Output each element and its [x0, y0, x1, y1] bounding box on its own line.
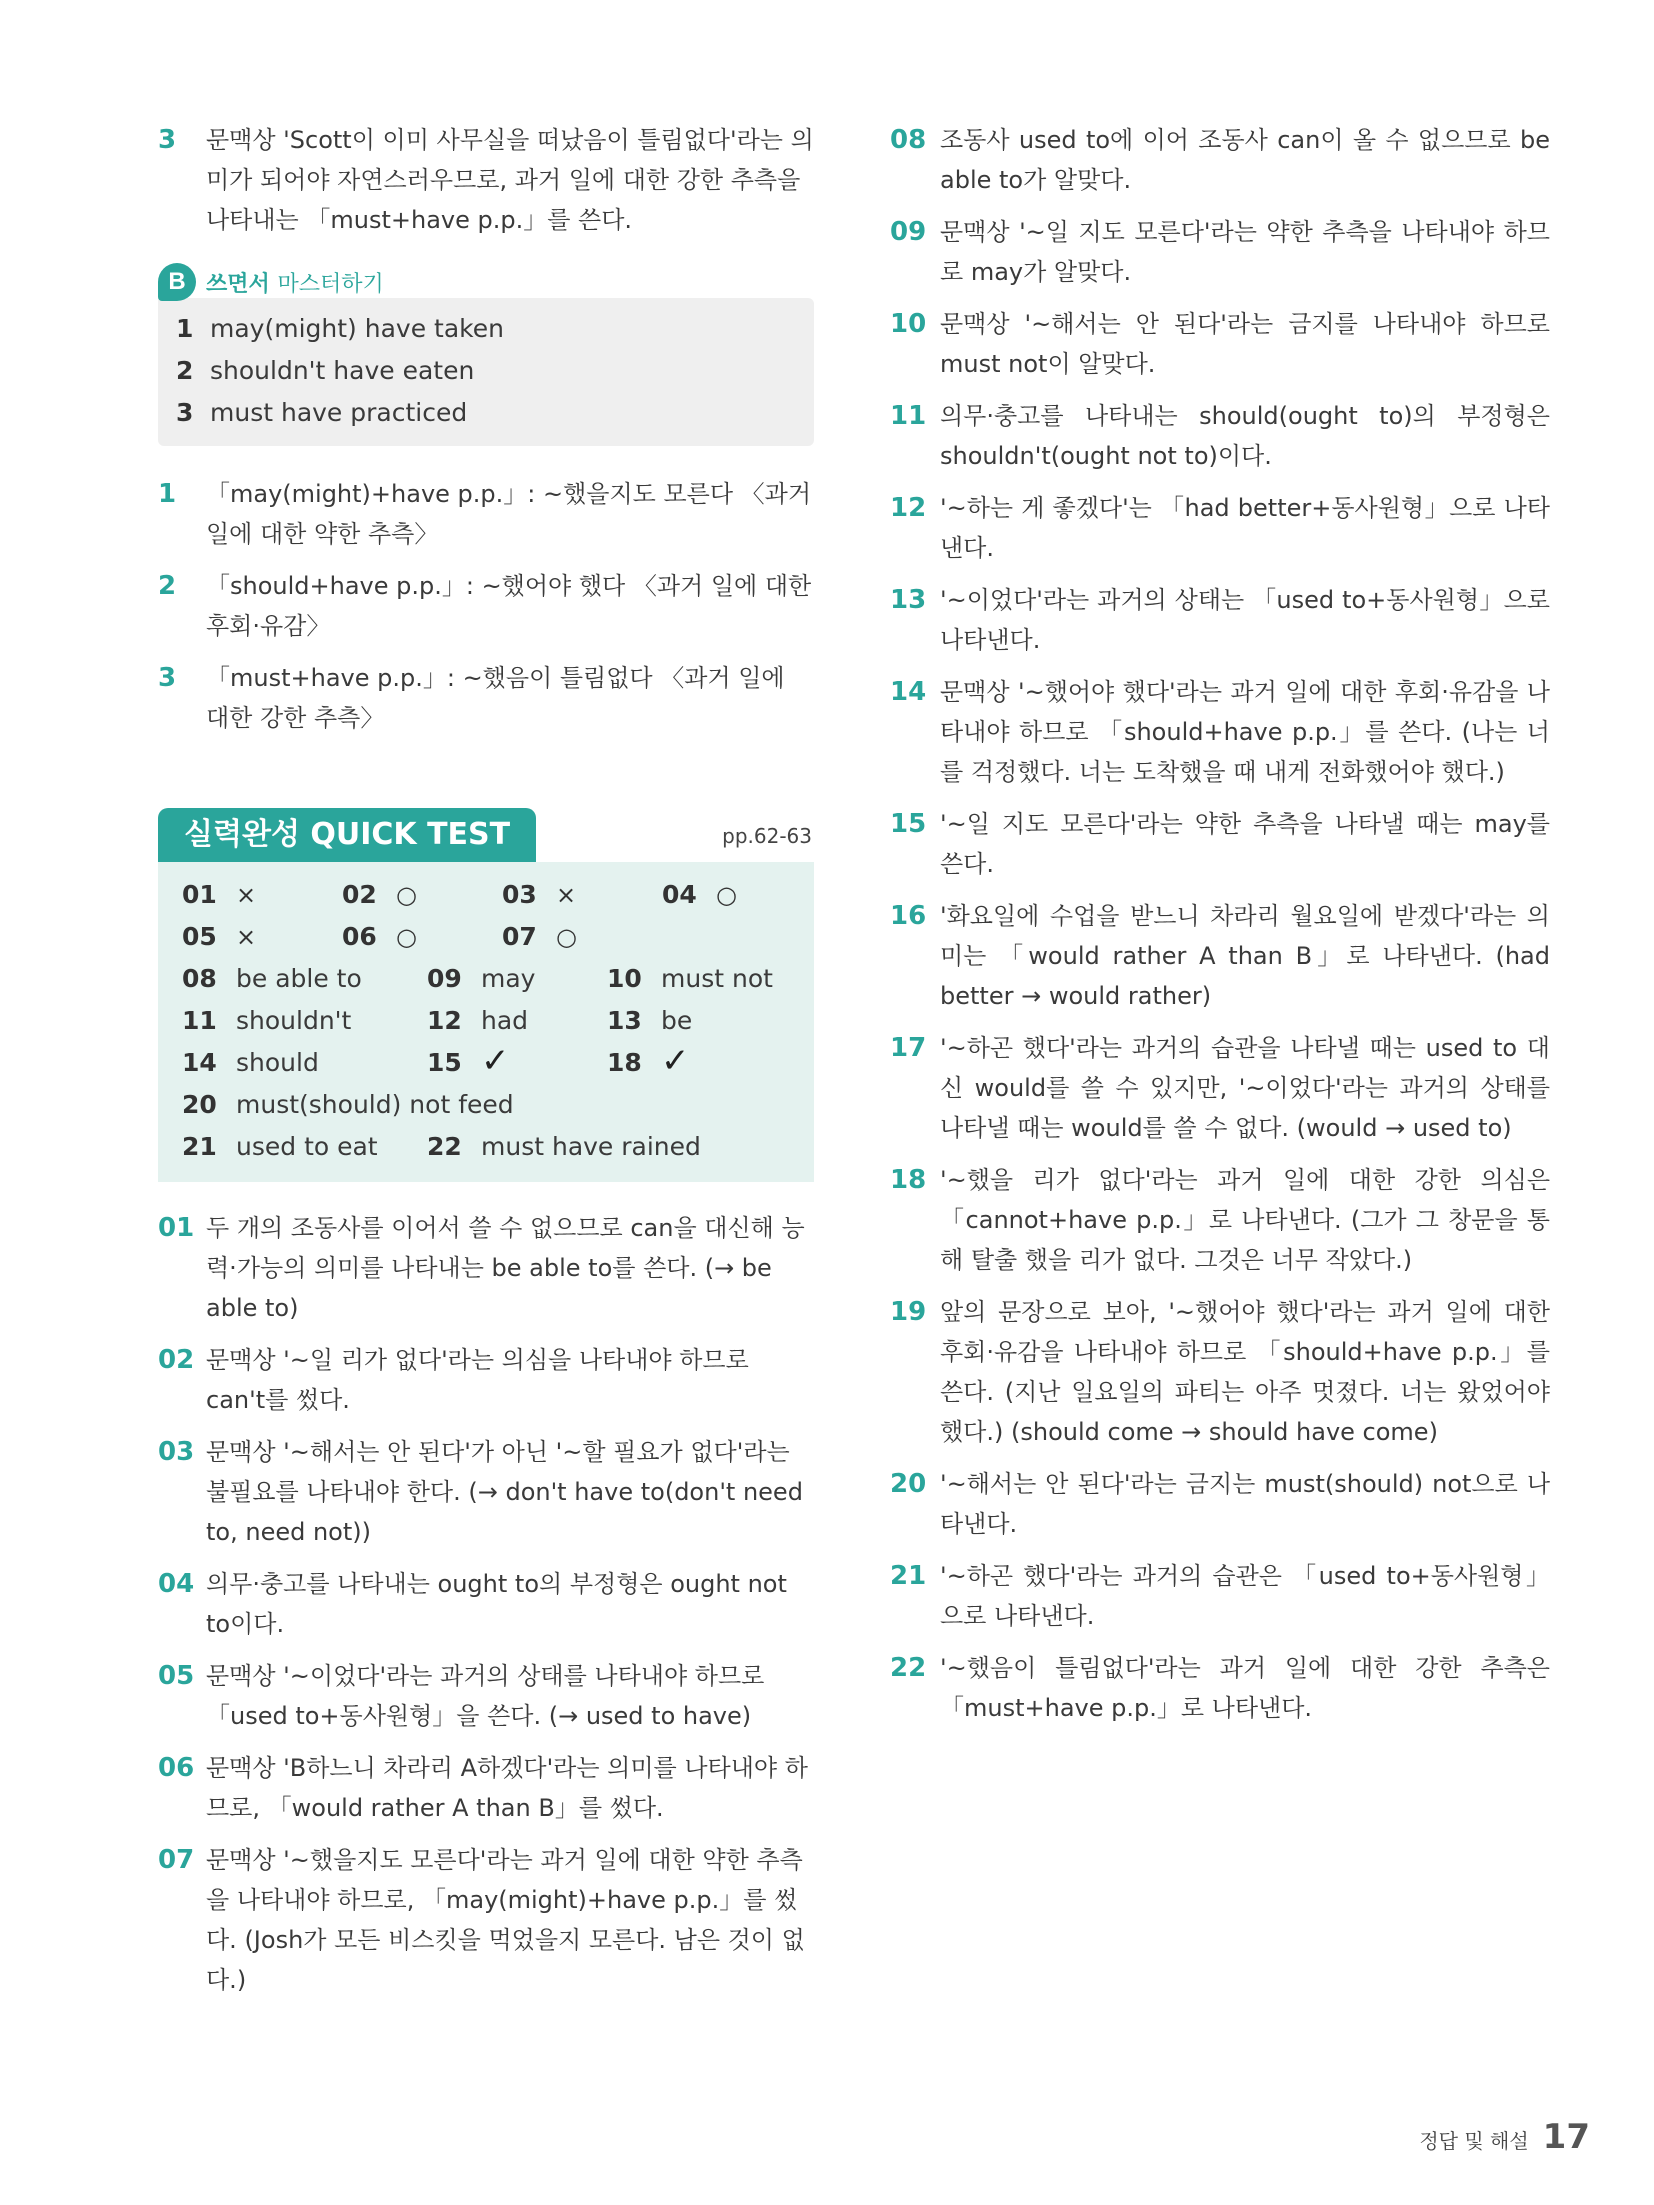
- item-number: 19: [890, 1297, 927, 1327]
- section-b: [158, 262, 814, 446]
- item-number: 22: [890, 1653, 927, 1683]
- item-number: 06: [158, 1753, 195, 1783]
- item-number: 16: [890, 901, 927, 931]
- answer-row: [182, 1042, 790, 1084]
- section-b-explanations: [158, 474, 814, 738]
- answer-cell: 03 ×: [502, 880, 577, 909]
- explanation-item: [158, 1656, 814, 1736]
- explanation-text: 문맥상 '~이었다'라는 과거의 상태를 나타내야 하므로 「used to+동사원형」을 쓴다. (→ used to have): [206, 1662, 765, 1730]
- item-number: 05: [158, 1661, 195, 1691]
- explanation-item: [890, 212, 1550, 292]
- section-b-header: [158, 262, 814, 302]
- explanation-item: [158, 1432, 814, 1552]
- item-number: 11: [890, 401, 927, 431]
- page-number: 17: [1542, 2117, 1590, 2157]
- item-number: 20: [890, 1469, 927, 1499]
- section-b-title-light: 마스터하기: [277, 271, 384, 297]
- answer-cell: 21 used to eat: [182, 1132, 378, 1161]
- explanation-text: 조동사 used to에 이어 조동사 can이 올 수 없으므로 be able to가 알맞다.: [940, 126, 1550, 194]
- answer-cell: 10 must not: [607, 964, 773, 993]
- answer-text: must have practiced: [210, 398, 468, 427]
- quick-test: [158, 808, 814, 1182]
- answer-row: [182, 916, 790, 958]
- answer-cell: 05 ×: [182, 922, 257, 951]
- answer-row: [182, 958, 790, 1000]
- answer-number: 1: [176, 314, 194, 343]
- explanation-item: [158, 1748, 814, 1828]
- explanation-item: [890, 120, 1550, 200]
- page-reference: pp.62-63: [722, 824, 812, 848]
- explanation-text: '~이었다'라는 과거의 상태는 「used to+동사원형」으로 나타낸다.: [940, 586, 1550, 654]
- explanation-item: [158, 1840, 814, 2000]
- check-icon: ✓: [661, 1041, 690, 1081]
- explanation-text: '~하는 게 좋겠다'는 「had better+동사원형」으로 나타낸다.: [940, 494, 1550, 562]
- explanation-text: '~해서는 안 된다'라는 금지는 must(should) not으로 나타낸다.: [940, 1470, 1550, 1538]
- item-number: 04: [158, 1569, 195, 1599]
- answer-cell: 18 ✓: [607, 1042, 690, 1084]
- item-number: 07: [158, 1845, 195, 1875]
- item-number: 01: [158, 1213, 195, 1243]
- explanation-item: [158, 1340, 814, 1420]
- explanation-text: 문맥상 '~했어야 했다'라는 과거 일에 대한 후회·유감을 나타내야 하므로 「should+have p.p.」를 쓴다. (나는 너를 걱정했다. 너는 도착했을 때 내게 전화했어야 했다.): [940, 678, 1550, 786]
- answer-row: [176, 308, 796, 350]
- answer-cell: 09 may: [427, 964, 536, 993]
- answer-text: shouldn't have eaten: [210, 356, 475, 385]
- explanation-text: '~했음이 틀림없다'라는 과거 일에 대한 강한 추측은 「must+have p.p.」로 나타낸다.: [940, 1654, 1550, 1722]
- explanation-item: [890, 672, 1550, 792]
- explanation-item: [890, 1556, 1550, 1636]
- explanation-item: [158, 566, 814, 646]
- answer-row: [182, 1126, 790, 1168]
- section-b-title-bold: 쓰면서: [206, 271, 270, 297]
- explanation-item: [158, 1208, 814, 1328]
- explanation-text: '~했을 리가 없다'라는 과거 일에 대한 강한 의심은 「cannot+have p.p.」로 나타낸다. (그가 그 창문을 통해 탈출 했을 리가 없다. 그것은 너무 작았다.): [940, 1166, 1550, 1274]
- item-number: 08: [890, 125, 927, 155]
- explanation-item: [890, 1464, 1550, 1544]
- answer-cell: 01 ×: [182, 880, 257, 909]
- answer-row: [182, 874, 790, 916]
- explanation-text: '화요일에 수업을 받느니 차라리 월요일에 받겠다'라는 의미는 「would rather A than B」로 나타낸다. (had better → would rather): [940, 902, 1550, 1010]
- explanation-text: 의무·충고를 나타내는 should(ought to)의 부정형은 shouldn't(ought not to)이다.: [940, 402, 1550, 470]
- answer-text: may(might) have taken: [210, 314, 504, 343]
- answer-cell: 13 be: [607, 1006, 693, 1035]
- explanation-text: 앞의 문장으로 보아, '~했어야 했다'라는 과거 일에 대한 후회·유감을 나타내야 하므로 「should+have p.p.」를 쓴다. (지난 일요일의 파티는 아주 멋졌다. 너는 왔었어야 했다.) (should come → should have come): [940, 1298, 1550, 1446]
- explanation-item: [890, 580, 1550, 660]
- answer-cell: 08 be able to: [182, 964, 362, 993]
- explanation-text: 「may(might)+have p.p.」: ~했을지도 모른다 〈과거 일에 대한 약한 추측〉: [206, 480, 812, 548]
- answer-row: [182, 1000, 790, 1042]
- item-number: 2: [158, 571, 177, 601]
- section-b-answers: [158, 298, 814, 446]
- answer-cell: 02 ○: [342, 880, 417, 909]
- item-number: 02: [158, 1345, 195, 1375]
- quick-test-explanations-left: [158, 1208, 814, 2000]
- item-number: 15: [890, 809, 927, 839]
- item-number: 18: [890, 1165, 927, 1195]
- explanation-item: [158, 658, 814, 738]
- answer-cell: 15 ✓: [427, 1042, 607, 1084]
- explanation-text: 문맥상 '~했을지도 모른다'라는 과거 일에 대한 약한 추측을 나타내야 하므로, 「may(might)+have p.p.」를 썼다. (Josh가 모든 비스킷을 먹었을지 모른다. 남은 것이 없다.): [206, 1846, 805, 1994]
- explanation-text: 「must+have p.p.」: ~했음이 틀림없다 〈과거 일에 대한 강한 추측〉: [206, 664, 785, 732]
- answer-number: 2: [176, 356, 194, 385]
- explanation-item: [890, 804, 1550, 884]
- item-number: 12: [890, 493, 927, 523]
- intro-explanation: [158, 120, 814, 240]
- explanation-item: [158, 1564, 814, 1644]
- answer-cell: 11 shouldn't: [182, 1006, 352, 1035]
- item-number: 17: [890, 1033, 927, 1063]
- left-column: [158, 120, 814, 2012]
- explanation-text: 의무·충고를 나타내는 ought to의 부정형은 ought not to이다.: [206, 1570, 787, 1638]
- answer-cell: 22 must have rained: [427, 1132, 701, 1161]
- explanation-text: 문맥상 'Scott이 이미 사무실을 떠났음이 틀림없다'라는 의미가 되어야 자연스러우므로, 과거 일에 대한 강한 추측을 나타내는 「must+have p.p.」를 쓴다.: [206, 126, 814, 234]
- right-column: [890, 120, 1550, 1740]
- answer-cell: 20 must(should) not feed: [182, 1090, 514, 1119]
- answer-row: [176, 350, 796, 392]
- answer-row: [182, 1084, 790, 1126]
- answer-cell: 07 ○: [502, 922, 577, 951]
- answer-cell: 04 ○: [662, 880, 737, 909]
- item-number: 3: [158, 663, 177, 693]
- section-b-title: [206, 267, 384, 298]
- explanation-text: 「should+have p.p.」: ~했어야 했다 〈과거 일에 대한 후회·유감〉: [206, 572, 812, 640]
- answer-cell: 06 ○: [342, 922, 417, 951]
- explanation-item: [890, 396, 1550, 476]
- item-number: 03: [158, 1437, 195, 1467]
- item-number: 21: [890, 1561, 927, 1591]
- explanation-text: 문맥상 '~일 리가 없다'라는 의심을 나타내야 하므로 can't를 썼다.: [206, 1346, 749, 1414]
- item-number: 3: [158, 125, 177, 155]
- explanation-text: 문맥상 'B하느니 차라리 A하겠다'라는 의미를 나타내야 하므로, 「would rather A than B」를 썼다.: [206, 1754, 808, 1822]
- explanation-text: '~하곤 했다'라는 과거의 습관을 나타낼 때는 used to 대신 would를 쓸 수 있지만, '~이었다'라는 과거의 상태를 나타낼 때는 would를 쓸 수 없다. (would → used to): [940, 1034, 1550, 1142]
- answer-cell: 12 had: [427, 1006, 529, 1035]
- explanation-item: [890, 1028, 1550, 1148]
- page-footer: [1419, 2117, 1590, 2157]
- answer-cell: 14 should: [182, 1048, 319, 1077]
- explanation-item: [890, 488, 1550, 568]
- explanation-text: '~하곤 했다'라는 과거의 습관은 「used to+동사원형」으로 나타낸다.: [940, 1562, 1550, 1630]
- answer-number: 3: [176, 398, 194, 427]
- quick-test-title: 실력완성 QUICK TEST: [158, 808, 536, 862]
- answer-row: [176, 392, 796, 434]
- quick-test-header: [158, 808, 814, 862]
- item-number: 13: [890, 585, 927, 615]
- item-number: 1: [158, 479, 177, 509]
- item-number: 10: [890, 309, 927, 339]
- explanation-item: [890, 1648, 1550, 1728]
- explanation-item: [890, 304, 1550, 384]
- item-number: 14: [890, 677, 927, 707]
- quick-test-answers: [158, 862, 814, 1182]
- explanation-text: 문맥상 '~해서는 안 된다'가 아닌 '~할 필요가 없다'라는 불필요를 나타내야 한다. (→ don't have to(don't need to, need not)): [206, 1438, 803, 1546]
- item-number: 09: [890, 217, 927, 247]
- explanation-text: 두 개의 조동사를 이어서 쓸 수 없으므로 can을 대신해 능력·가능의 의미를 나타내는 be able to를 쓴다. (→ be able to): [206, 1214, 805, 1322]
- check-icon: ✓: [481, 1041, 510, 1081]
- explanation-text: '~일 지도 모른다'라는 약한 추측을 나타낼 때는 may를 쓴다.: [940, 810, 1550, 878]
- explanation-text: 문맥상 '~일 지도 모른다'라는 약한 추측을 나타내야 하므로 may가 알맞다.: [940, 218, 1550, 286]
- explanation-item: [890, 1160, 1550, 1280]
- explanation-item: [890, 896, 1550, 1016]
- explanation-item: [158, 474, 814, 554]
- footer-label: 정답 및 해설: [1419, 2129, 1529, 2153]
- section-b-badge: B: [158, 263, 196, 301]
- explanation-item: [890, 1292, 1550, 1452]
- explanation-text: 문맥상 '~해서는 안 된다'라는 금지를 나타내야 하므로 must not이 알맞다.: [940, 310, 1550, 378]
